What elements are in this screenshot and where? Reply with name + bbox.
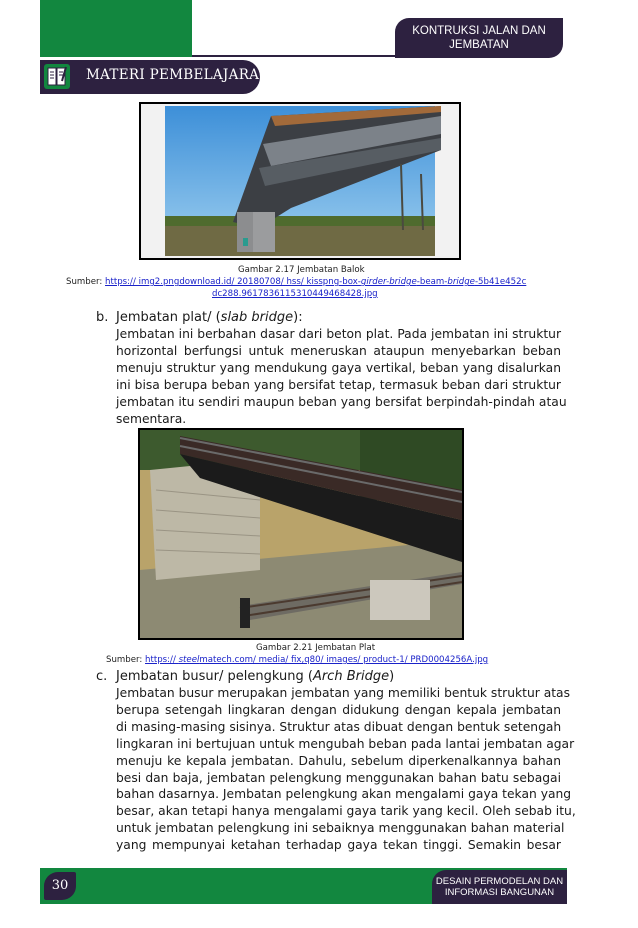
item-title: Jembatan plat/ (slab bridge): <box>116 310 303 325</box>
book-line-1: DESAIN PERMODELAN DAN <box>435 876 564 887</box>
text-line: menuju struktur yang mendukung gaya vertikal, beban yang disalurkan <box>116 360 561 375</box>
subject-line-2: JEMBATAN <box>449 39 509 51</box>
source-prefix: Sumber: <box>106 655 143 665</box>
source-link-cont[interactable]: dc288.9617836115310449468428.jpg <box>212 289 378 299</box>
slab-bridge-photo <box>138 428 464 640</box>
list-marker: c. <box>96 669 108 684</box>
figure-caption: Gambar 2.21 Jembatan Plat <box>256 643 376 653</box>
notebook-icon <box>44 64 70 89</box>
text-line: Jembatan ini berbahan dasar dari beton plat. Pada jembatan ini struktur <box>116 327 561 341</box>
source-link[interactable]: https:// steelmatech.com/ media/ fix,q80/ images/ product-1/ PRD0004256A.jpg <box>145 655 489 665</box>
source-prefix: Sumber: <box>66 277 103 287</box>
text-line: bahan dasarnya. Jembatan pelengkung akan mengalami gaya tekan yang <box>116 787 572 802</box>
figure-caption: Gambar 2.17 Jembatan Balok <box>238 265 365 275</box>
text-line: lingkaran ini bertujuan untuk mengubah beban pada lantai jembatan agar <box>116 736 575 751</box>
subject-tag <box>395 18 563 58</box>
book-title-tag <box>432 870 567 904</box>
source-link[interactable]: https:// img2.pngdownload.id/ 20180708/ hss/ kisspng-box-girder-bridge-beam-bridge-5b41e452c <box>105 277 527 287</box>
figure-source <box>66 277 526 288</box>
text-line: horizontal berfungsi untuk meneruskan ataupun menyebarkan beban <box>116 343 561 358</box>
text-line: untuk jembatan pelengkung ini sebaiknya menggunakan bahan material <box>116 821 565 836</box>
text-line: menuju ke kepala jembatan. Dahulu, sebelum diperkenalkannya bahan <box>116 753 561 768</box>
header-green-block <box>40 0 192 57</box>
text-line: berupa setengah lingkaran dengan didukung dengan kepala jembatan <box>116 702 561 717</box>
text-line: yang mempunyai ketahan terhadap gaya tekan tinggi. Semakin besar <box>116 838 561 853</box>
section-label: MATERI PEMBELAJARAN <box>86 67 272 83</box>
text-line: ini bisa berupa beban yang bersifat tetap, termasuk beban dari struktur <box>116 377 561 392</box>
subject-line-1: KONTRUKSI JALAN DAN <box>412 25 546 37</box>
text-line: besar, akan tetapi hanya mengalami gaya tarik yang kecil. Oleh sebab itu, <box>116 804 576 819</box>
list-marker: b. <box>96 310 109 325</box>
text-line: di masing-masing sisinya. Struktur atas dibuat dengan bentuk setengah <box>116 719 562 734</box>
beam-bridge-photo <box>139 102 461 260</box>
item-title: Jembatan busur/ pelengkung (Arch Bridge) <box>116 669 395 684</box>
text-line: sementara. <box>116 411 187 426</box>
page-number: 30 <box>44 872 76 900</box>
figure-source <box>106 655 488 666</box>
text-line: besi dan baja, jembatan pelengkung menggunakan bahan batu sebagai <box>116 770 561 785</box>
figure-source-cont <box>212 289 378 300</box>
book-line-2: INFORMASI BANGUNAN <box>444 887 555 898</box>
text-line: jembatan itu sendiri maupun beban yang bersifat berpindah-pindah atau <box>116 394 567 409</box>
paragraph-slab-bridge <box>116 326 567 427</box>
paragraph-arch-bridge <box>116 685 576 854</box>
text-line: Jembatan busur merupakan jembatan yang memiliki bentuk struktur atas <box>116 686 570 700</box>
